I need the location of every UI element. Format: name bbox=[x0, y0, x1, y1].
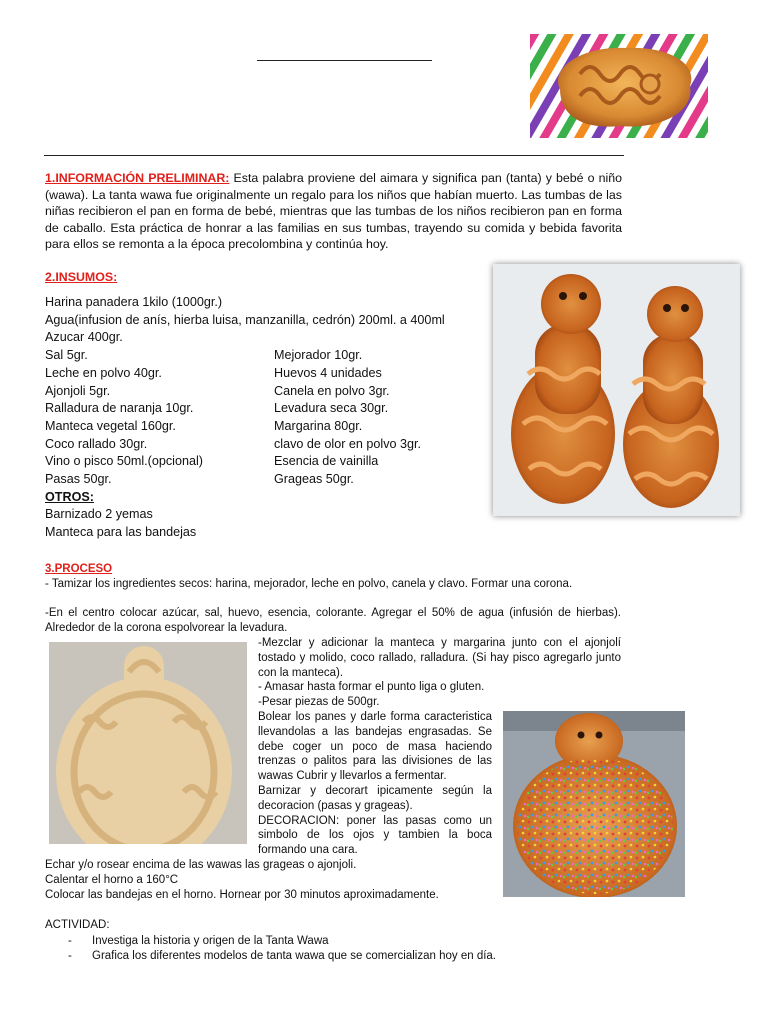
photo-decorated-wawa bbox=[503, 711, 685, 897]
process-paragraph-1: - Tamizar los ingredientes secos: harina, mejorador, leche en polvo, canela y clavo. Formar una corona. bbox=[45, 578, 573, 590]
activity-item-text: Grafica los diferentes modelos de tanta wawa que se comercializan hoy en día. bbox=[92, 949, 496, 962]
section-2-heading: 2.INSUMOS: bbox=[45, 270, 118, 284]
photo-two-breads bbox=[493, 264, 740, 516]
otros-item: Manteca para las bandejas bbox=[45, 525, 197, 540]
process-paragraph-2: -En el centro colocar azúcar, sal, huevo, esencia, colorante. Agregar el 50% de agua (infusión de hierbas). Alrededor de la corona espolvorear la levadura. bbox=[45, 607, 621, 634]
activity-heading: ACTIVIDAD: bbox=[45, 919, 110, 931]
process-bottom bbox=[45, 858, 495, 902]
ingredient-left: Coco rallado 30gr. bbox=[45, 436, 148, 451]
ingredient-left: Pasas 50gr. bbox=[45, 472, 112, 487]
process-step: Barnizar y decorart ipicamente según la decoracion (pasas y grageas). bbox=[258, 784, 492, 812]
ingredient-right: Levadura seca 30gr. bbox=[274, 401, 389, 416]
ingredient-left: Ajonjoli 5gr. bbox=[45, 383, 111, 398]
list-item bbox=[45, 949, 621, 964]
ingredient-left: Leche en polvo 40gr. bbox=[45, 365, 162, 380]
section-preliminary bbox=[45, 170, 622, 253]
ingredient-right: Grageas 50gr. bbox=[274, 472, 354, 487]
title-underline bbox=[257, 60, 432, 61]
activity-list bbox=[45, 934, 621, 964]
section-1-heading: 1.INFORMACIÓN PRELIMINAR: bbox=[45, 171, 230, 185]
ingredient-right: clavo de olor en polvo 3gr. bbox=[274, 436, 422, 451]
section-3-heading-pos bbox=[45, 562, 112, 577]
process-column-narrow bbox=[258, 710, 492, 858]
ingredient-right: Margarina 80gr. bbox=[274, 418, 363, 433]
otros-item: Barnizado 2 yemas bbox=[45, 507, 153, 522]
ingredient-line: Agua(infusion de anís, hierba luisa, manzanilla, cedrón) 200ml. a 400ml bbox=[45, 312, 445, 327]
photo-bread-striped bbox=[530, 34, 708, 138]
bullet-dash: - bbox=[68, 935, 72, 947]
ingredients-block bbox=[45, 294, 505, 542]
otros-heading: OTROS: bbox=[45, 489, 94, 504]
ingredient-left: Ralladura de naranja 10gr. bbox=[45, 401, 194, 416]
process-step: Echar y/o rosear encima de las wawas las grageas o ajonjoli. bbox=[45, 859, 357, 871]
process-column bbox=[258, 636, 621, 710]
process-step: Calentar el horno a 160°C bbox=[45, 873, 179, 886]
ingredient-left: Vino o pisco 50ml.(opcional) bbox=[45, 454, 203, 469]
process-step: DECORACION: poner las pasas como un simbolo de los ojos y tambien la boca formando una cara. bbox=[258, 814, 492, 857]
activity-item-text: Investiga la historia y origen de la Tanta Wawa bbox=[92, 935, 329, 947]
photo-dough-shaped bbox=[49, 642, 247, 844]
process-step: -Pesar piezas de 500gr. bbox=[258, 696, 380, 709]
ingredient-left: Sal 5gr. bbox=[45, 348, 88, 363]
section-3-heading-text: 3.PROCESO bbox=[45, 563, 113, 575]
process-step: -Mezclar y adicionar la manteca y margarina junto con el ajonjolí tostado y molido, coco rallado, ralladura. (Si hay pisco agregarlo junto con la manteca). bbox=[258, 637, 621, 679]
process-step: Bolear los panes y darle forma caracteristica llevandolas a las bandejas engrasadas. Se debe coger un poco de masa haciendo trenzas o palitos para las divisiones de las wawas Cubrir y llevarlos a fermentar. bbox=[258, 711, 492, 783]
bullet-dash: - bbox=[68, 949, 72, 962]
ingredient-right: Mejorador 10gr. bbox=[274, 348, 363, 363]
ingredient-right: Esencia de vainilla bbox=[274, 454, 379, 469]
process-step: Colocar las bandejas en el horno. Hornear por 30 minutos aproximadamente. bbox=[45, 888, 439, 901]
ingredient-right: Canela en polvo 3gr. bbox=[274, 383, 390, 398]
header-rule bbox=[44, 155, 624, 156]
section-1-text: Esta palabra proviene del aimara y significa pan (tanta) y bebé o niño (wawa). La tanta wawa fue originalmente un regalo para los niños que habían muerto. Las tumbas de las niñas recibieron el pan en forma de bebé, mientras que las tumbas de los niños recibieron pan en forma de caballo. Esta práctica de honrar a las familias en sus tumbas, trayendo su comida y bebida favorita para ellos se remonta a la época precolombina y continúa hoy. bbox=[45, 171, 623, 252]
process-step: - Amasar hasta formar el punto liga o gluten. bbox=[258, 681, 485, 694]
ingredient-right: Huevos 4 unidades bbox=[274, 365, 382, 380]
ingredient-left: Manteca vegetal 160gr. bbox=[45, 418, 176, 433]
list-item bbox=[45, 934, 621, 949]
ingredient-line: Azucar 400gr. bbox=[45, 330, 123, 345]
ingredient-line: Harina panadera 1kilo (1000gr.) bbox=[45, 295, 223, 309]
